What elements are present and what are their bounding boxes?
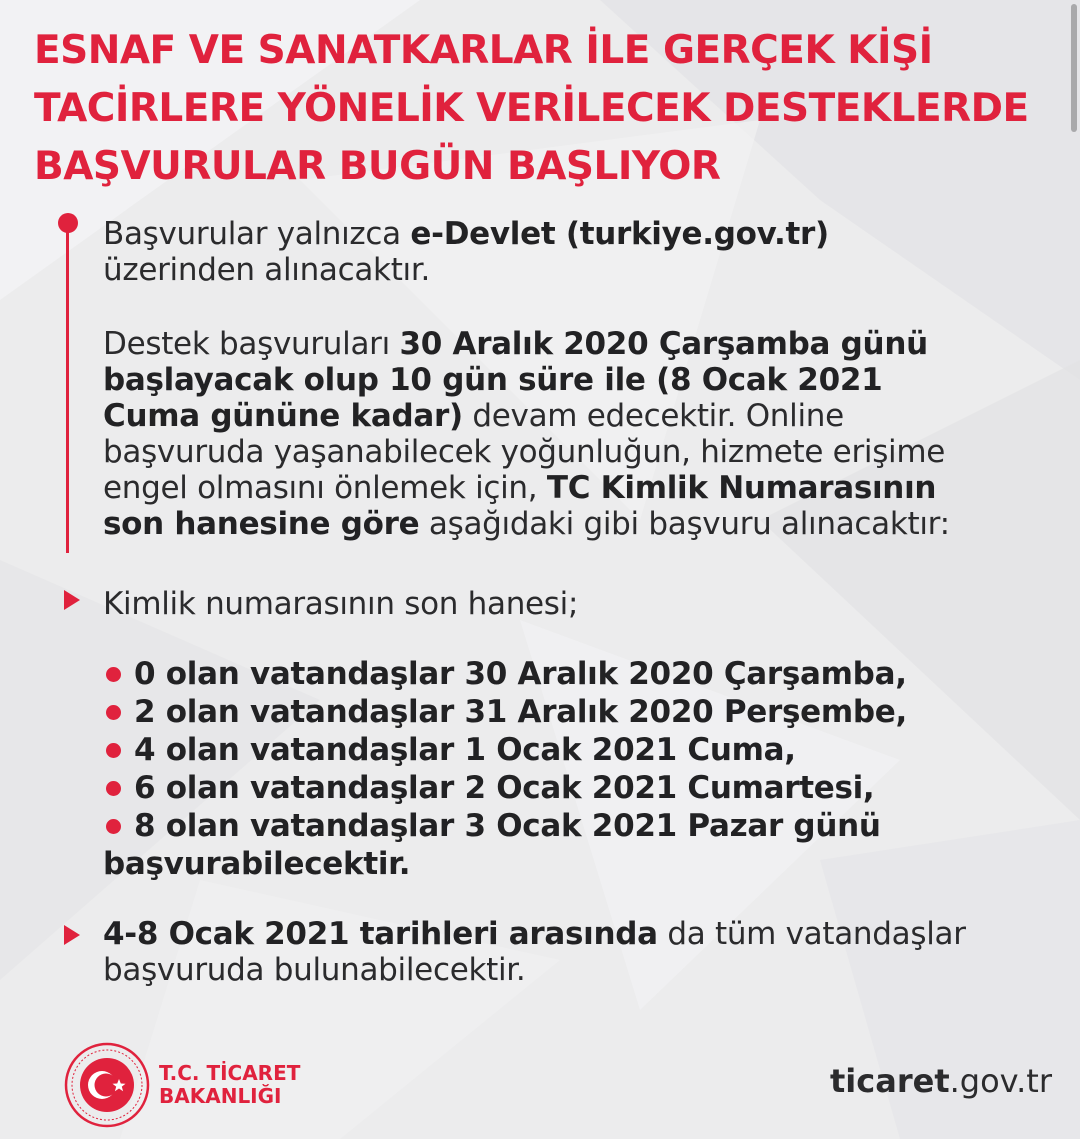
bullet-icon <box>106 705 121 720</box>
ministry-seal-icon <box>64 1042 150 1128</box>
para2-text-1: Destek başvuruları <box>103 326 400 362</box>
para2-bold-1: 30 Aralık 2020 Çarşamba günü <box>399 326 928 362</box>
kimlik-heading: Kimlik numarasının son hanesi; <box>103 586 579 622</box>
para2-bold-5: son hanesine göre <box>103 506 420 542</box>
para2-bold-4: TC Kimlik Numarasının <box>546 470 937 506</box>
page-title <box>34 22 1029 196</box>
bullet-icon <box>106 743 121 758</box>
title-line-2: TACİRLERE YÖNELİK VERİLECEK DESTEKLERDE <box>34 86 1029 131</box>
bullet-icon <box>106 819 121 834</box>
para1-text-2: üzerinden alınacaktır. <box>103 252 431 288</box>
para2-text-2: devam edecektir. Online <box>462 398 844 434</box>
para2-text-5: aşağıdaki gibi başvuru alınacaktır: <box>419 506 950 542</box>
list-item <box>103 769 907 807</box>
arrow-right-icon <box>62 588 82 612</box>
title-line-3: BAŞVURULAR BUGÜN BAŞLIYOR <box>34 144 721 189</box>
days-tail <box>103 845 907 883</box>
list-item <box>103 807 907 845</box>
days-tail-text: başvurabilecektir. <box>103 846 411 882</box>
list-item <box>103 731 907 769</box>
day-text: 2 olan vatandaşlar 31 Aralık 2020 Perşembe, <box>134 694 907 730</box>
website-url[interactable] <box>830 1062 1052 1100</box>
website-domain: .gov.tr <box>949 1062 1052 1100</box>
timeline-line <box>66 225 69 553</box>
para2-bold-2: başlayacak olup 10 gün süre ile (8 Ocak 2021 <box>103 362 883 398</box>
bullet-icon <box>106 781 121 796</box>
para2-text-3: başvuruda yaşanabilecek yoğunluğun, hizmete erişime <box>103 434 946 470</box>
timeline-marker <box>58 213 78 553</box>
ministry-logo-text <box>159 1062 300 1108</box>
day-text: 0 olan vatandaşlar 30 Aralık 2020 Çarşamba, <box>134 656 907 692</box>
scroll-indicator <box>1071 4 1077 132</box>
logo-line-2: BAKANLIĞI <box>159 1084 282 1108</box>
website-bold: ticaret <box>830 1062 950 1100</box>
final-text-2: başvuruda bulunabilecektir. <box>103 952 526 988</box>
final-text-1: da tüm vatandaşlar <box>657 916 966 952</box>
bullet-icon <box>106 667 121 682</box>
logo-line-1: T.C. TİCARET <box>159 1061 301 1085</box>
para2-text-4: engel olmasını önlemek için, <box>103 470 547 506</box>
day-text: 6 olan vatandaşlar 2 Ocak 2021 Cumartesi, <box>134 770 875 806</box>
list-item <box>103 655 907 693</box>
paragraph-final <box>103 916 966 988</box>
final-bold: 4-8 Ocak 2021 tarihleri arasında <box>103 916 658 952</box>
list-item <box>103 693 907 731</box>
arrow-right-icon <box>62 923 82 947</box>
days-list <box>103 655 907 883</box>
paragraph-dates <box>103 326 950 542</box>
day-text: 8 olan vatandaşlar 3 Ocak 2021 Pazar günü <box>134 808 881 844</box>
para1-text: Başvurular yalnızca <box>103 216 411 252</box>
title-line-1: ESNAF VE SANATKARLAR İLE GERÇEK KİŞİ <box>34 28 933 73</box>
day-text: 4 olan vatandaşlar 1 Ocak 2021 Cuma, <box>134 732 796 768</box>
paragraph-edevlet <box>103 216 829 288</box>
para2-bold-3: Cuma gününe kadar) <box>103 398 463 434</box>
para1-bold: e-Devlet (turkiye.gov.tr) <box>410 216 829 252</box>
